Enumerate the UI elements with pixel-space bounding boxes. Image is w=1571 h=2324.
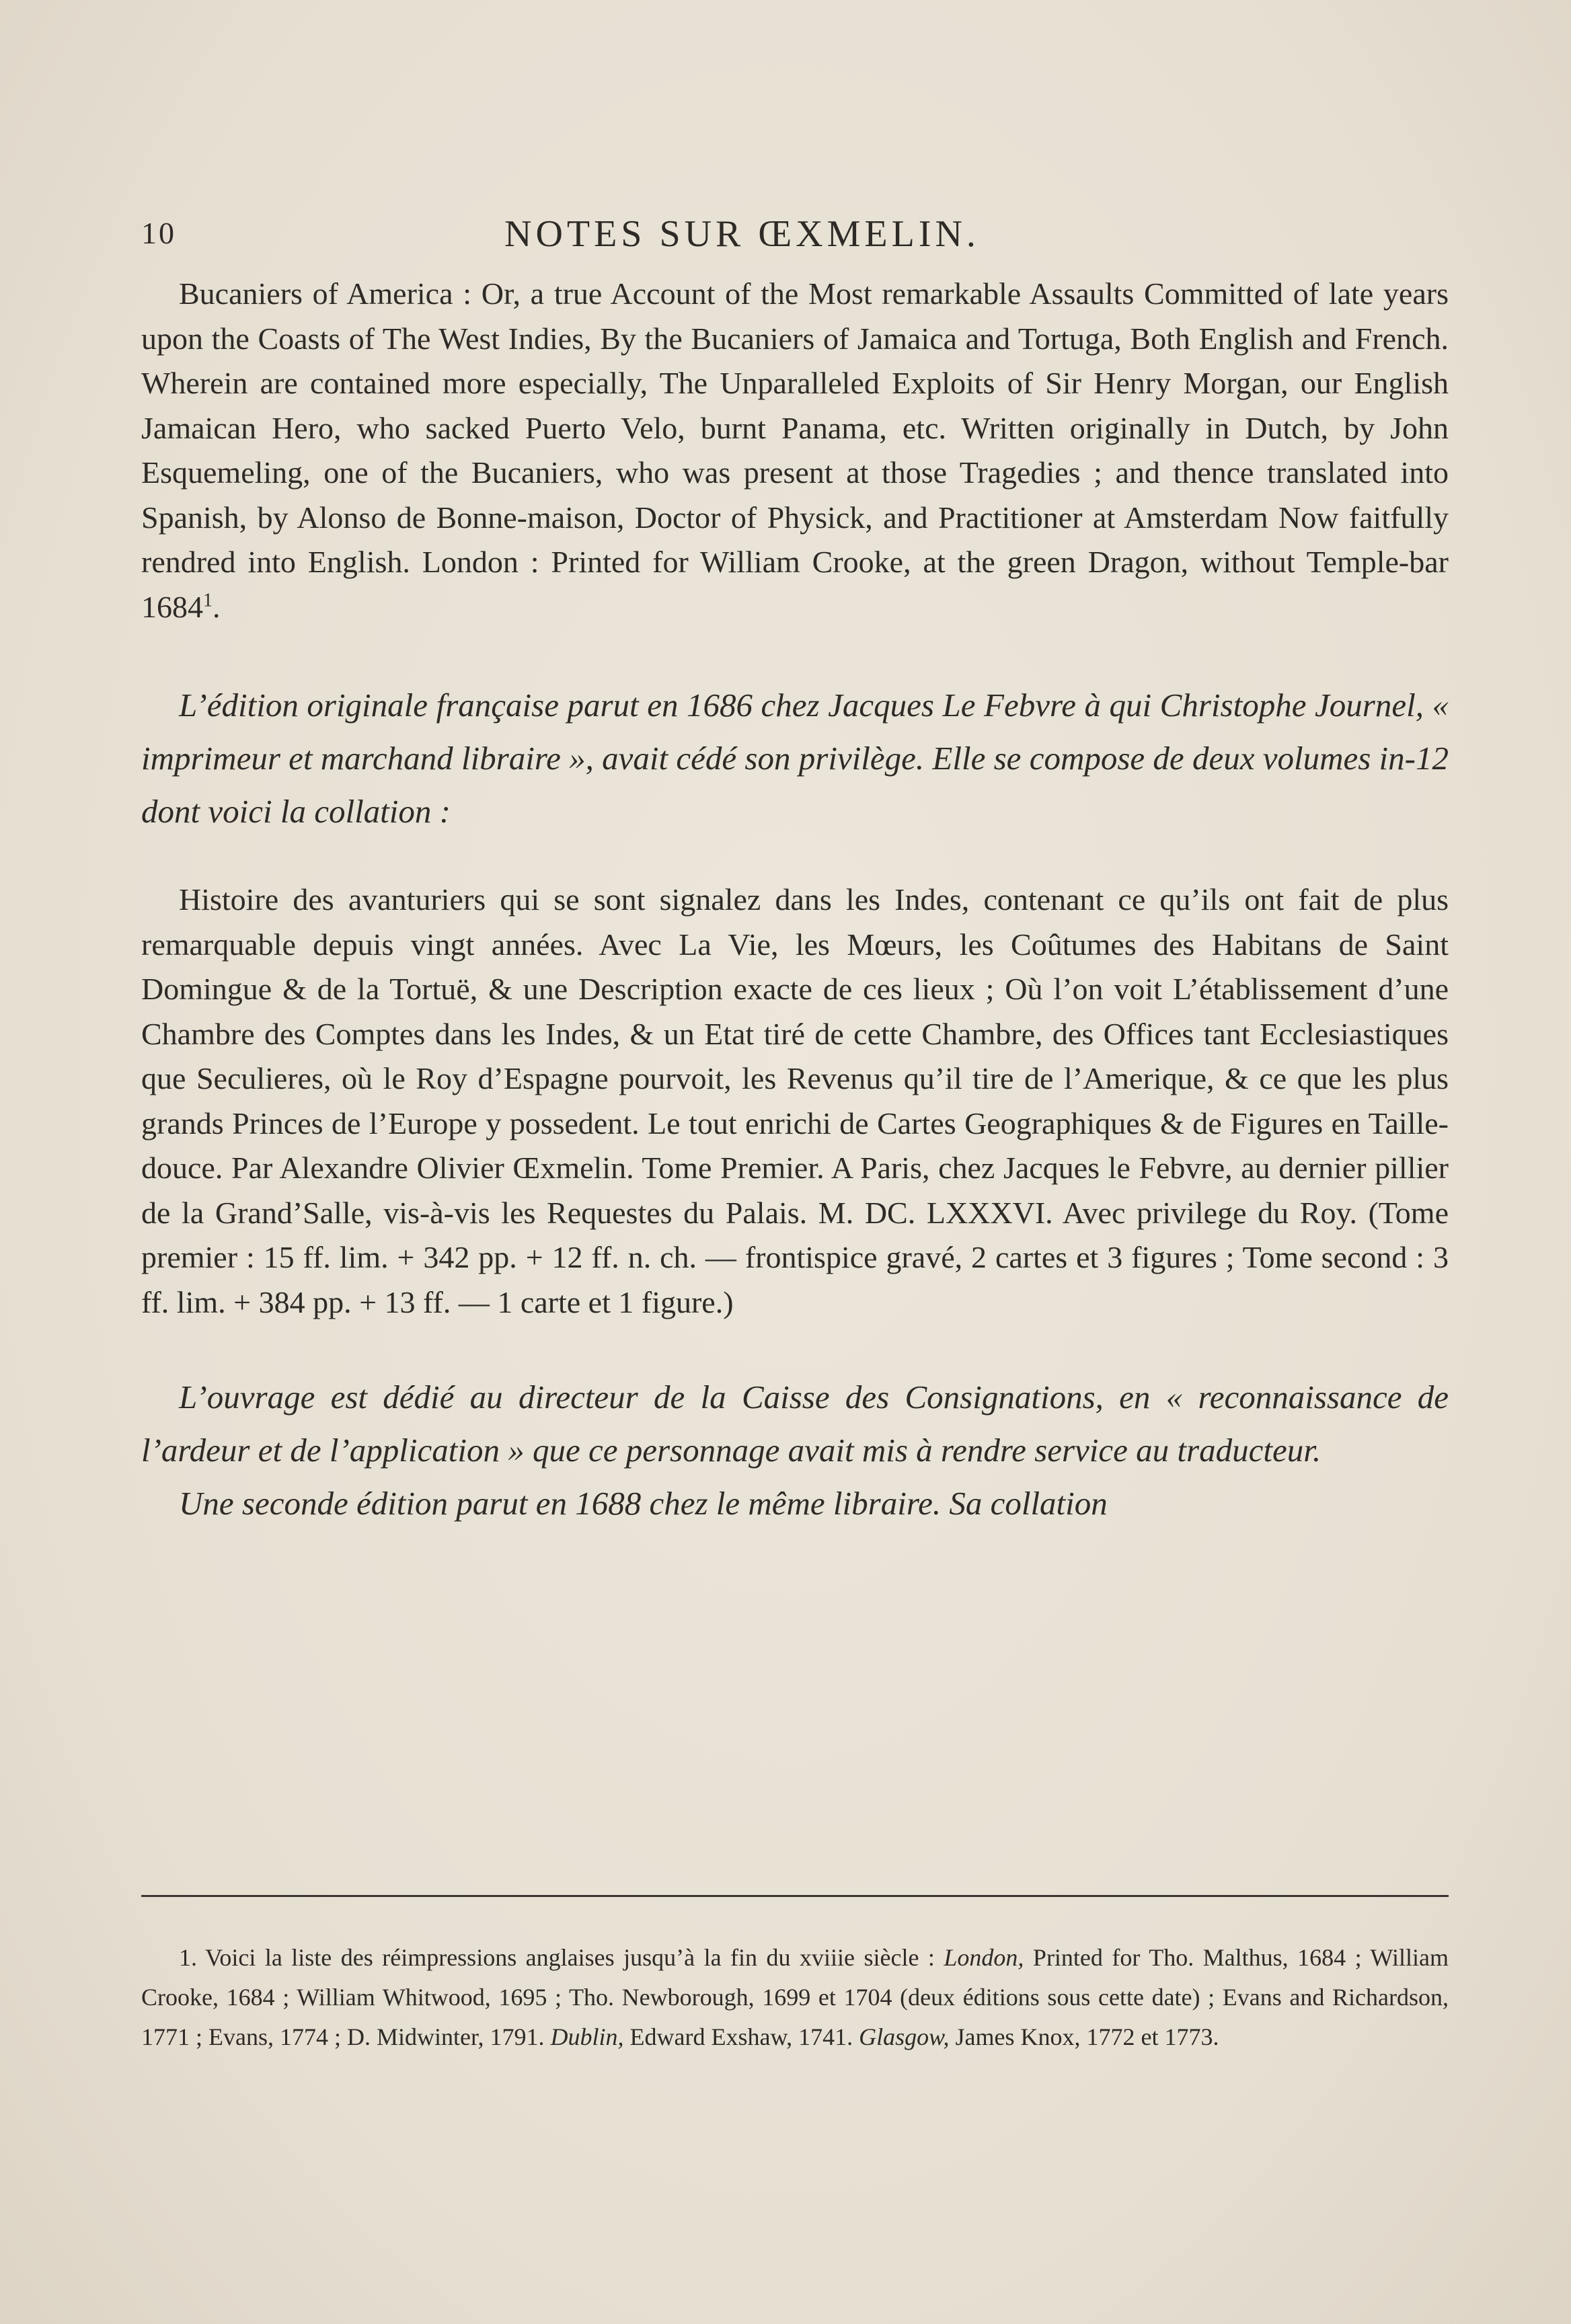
paragraph-english-title [141,272,1449,629]
page-number: 10 [141,216,176,250]
paragraph-second-edition: Une seconde édition parut en 1688 chez le même libraire. Sa collation [179,1485,1108,1522]
footnote-intro: Voici la liste des réimpressions anglaises jusqu’à la fin du xviiie siècle : [205,1944,935,1971]
footnote-marker: 1. [179,1944,197,1971]
paragraph-english-title-text: Bucaniers of America : Or, a true Account of the Most remarkable Assaults Committed of late years upon the Coasts of The West Indies, By the Bucaniers of Jamaica and Tortuga, Both English and French. Wherein are contained more especially, The Unparalleled Exploits of Sir Henry Morgan, our English Jamaican Hero, who sacked Puerto Velo, burnt Panama, etc. Written originally in Dutch, by John Esquemeling, one of the Bucaniers, who was present at those Tragedies ; and thence translated into Spanish, by Alonso de Bonne-maison, Doctor of Physick, and Practitioner at Amsterdam Now faitfully rendred into English. London : Printed for William Crooke, at the green Dragon, without Temple-bar 1684 [141,276,1449,624]
running-title: NOTES SUR ŒXMELIN. [504,213,980,255]
footnote-place-glasgow: Glasgow, [859,2023,950,2050]
paragraph-english-title-end: . [213,589,221,624]
page-content [141,215,1449,1530]
paragraph-dedication: L’ouvrage est dédié au directeur de la Caisse des Consignations, en « reconnaissance de l’ardeur et de l’application » que ce personnage avait mis à rendre service au traducteur. [141,1379,1449,1469]
footnote [141,1938,1449,2057]
paragraph-french-title: Histoire des avanturiers qui se sont signalez dans les Indes, contenant ce qu’ils ont fait de plus remarquable depuis vingt années. Avec La Vie, les Mœurs, les Coûtumes des Habitans de Saint Domingue & de la Tortuë, & une Description exacte de ces lieux ; Où l’on voit L’établissement d’une Chambre des Comptes dans les Indes, & un Etat tiré de cette Chambre, des Offices tant Ecclesiastiques que Seculieres, où le Roy d’Espagne pourvoit, les Revenus qu’il tire de l’Amerique, & ce que les plus grands Princes de l’Europe y possedent. Le tout enrichi de Cartes Geographiques & de Figures en Taille-douce. Par Alexandre Olivier Œxmelin. Tome Premier. A Paris, chez Jacques le Febvre, au dernier pillier de la Grand’Salle, vis-à-vis les Requestes du Palais. M. DC. LXXXVI. Avec privilege du Roy. (Tome premier : 15 ff. lim. + 342 pp. + 12 ff. n. ch. — frontispice gravé, 2 cartes et 3 figures ; Tome second : 3 ff. lim. + 384 pp. + 13 ff. — 1 carte et 1 figure.) [141,882,1449,1319]
footnote-reference[interactable]: 1 [203,590,213,611]
footnote-text-london: Printed for Tho. Malthus, 1684 ; William Crooke, 1684 ; William Whitwood, 1695 ; Tho. Newborough, 1699 et 1704 (deux éditions sous cette date) ; Evans and Richardson, 1771 ; Evans, 1774 ; D. Midwinter, 1791. [141,1944,1449,2050]
footnote-text-dublin: Edward Exshaw, 1741. [629,2023,853,2050]
footnote-separator-rule [141,1895,1449,1897]
footnote-text-glasgow: James Knox, 1772 et 1773. [955,2023,1219,2050]
footnote-place-dublin: Dublin, [550,2023,624,2050]
page-header [141,215,1449,272]
footnote-place-london: London, [944,1944,1024,1971]
paragraph-original-edition: L’édition originale française parut en 1686 chez Jacques Le Febvre à qui Christophe Journel, « imprimeur et marchand libraire », avait cédé son privilège. Elle se compose de deux volumes in-12 dont voici la collation : [141,687,1449,830]
